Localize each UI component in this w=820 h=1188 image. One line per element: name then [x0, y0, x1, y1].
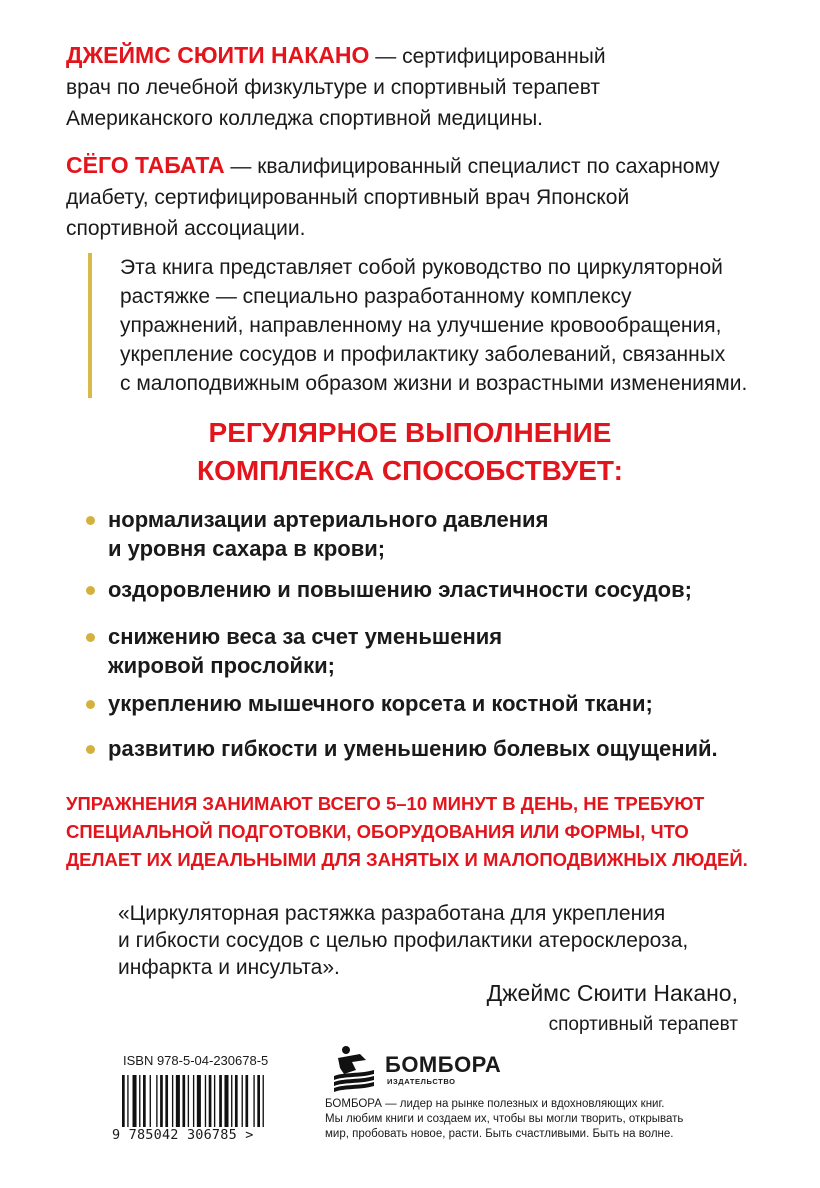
barcode-digits: 9 785042 306785 >: [112, 1127, 254, 1143]
bullet-dot-icon: [86, 516, 95, 525]
benefit-line: жировой прослойки;: [108, 653, 335, 678]
note-line: ДЕЛАЕТ ИХ ИДЕАЛЬНЫМИ ДЛЯ ЗАНЯТЫХ И МАЛОПОДВИЖНЫХ ЛЮДЕЙ.: [66, 849, 748, 870]
bombora-logo-icon: [330, 1044, 378, 1092]
description-line: Эта книга представляет собой руководство по циркуляторной: [120, 256, 723, 279]
author-bio-nakano: [66, 40, 766, 134]
author-bio-tabata: [66, 150, 766, 244]
note-line: СПЕЦИАЛЬНОЙ ПОДГОТОВКИ, ОБОРУДОВАНИЯ ИЛИ ФОРМЫ, ЧТО: [66, 821, 689, 842]
quote-author: Джеймс Сюити Накано,: [486, 980, 738, 1006]
author-bio-line: Американского колледжа спортивной медицины.: [66, 107, 543, 130]
publisher-blurb-line: мир, пробовать новое, расти. Быть счастливыми. Быть на волне.: [325, 1128, 674, 1140]
publisher-name: БОМБОРА: [385, 1052, 502, 1077]
author-bio-line: врач по лечебной физкультуре и спортивный терапевт: [66, 76, 601, 99]
headline-line: РЕГУЛЯРНОЕ ВЫПОЛНЕНИЕ: [208, 417, 612, 448]
note-line: УПРАЖНЕНИЯ ЗАНИМАЮТ ВСЕГО 5–10 МИНУТ В ДЕНЬ, НЕ ТРЕБУЮТ: [66, 793, 705, 814]
bullet-dot-icon: [86, 745, 95, 754]
list-item: [86, 505, 766, 563]
quote-line: «Циркуляторная растяжка разработана для укрепления: [118, 902, 666, 925]
list-item: [86, 622, 766, 680]
bullet-dot-icon: [86, 586, 95, 595]
author-bio-line: — сертифицированный: [369, 45, 606, 68]
benefit-line: снижению веса за счет уменьшения: [108, 624, 503, 649]
benefit-line: нормализации артериального давления: [108, 507, 549, 532]
bullet-dot-icon: [86, 700, 95, 709]
benefit-line: и уровня сахара в крови;: [108, 536, 386, 561]
exercise-note: [66, 790, 766, 874]
isbn-label: ISBN 978-5-04-230678-5: [123, 1053, 269, 1068]
list-item: [86, 689, 766, 718]
quote: [118, 900, 758, 981]
author-bio-line: диабету, сертифицированный спортивный врач Японской: [66, 186, 630, 209]
quote-line: инфаркта и инсульта».: [118, 956, 340, 979]
description-line: упражнений, направленному на улучшение кровообращения,: [120, 314, 722, 337]
list-item: [86, 734, 766, 763]
publisher-subtitle: ИЗДАТЕЛЬСТВО: [387, 1077, 456, 1086]
publisher-blurb-line: БОМБОРА — лидер на рынке полезных и вдохновляющих книг.: [325, 1098, 665, 1110]
description-line: с малоподвижным образом жизни и возрастными изменениями.: [120, 372, 748, 395]
bullet-dot-icon: [86, 633, 95, 642]
description-line: укрепление сосудов и профилактику заболеваний, связанных: [120, 343, 726, 366]
author-bio-line: спортивной ассоциации.: [66, 217, 306, 240]
quote-attribution: [487, 976, 738, 1040]
description-line: растяжке — специально разработанному комплексу: [120, 285, 632, 308]
book-description: [88, 253, 820, 398]
benefit-line: развитию гибкости и уменьшению болевых ощущений.: [108, 736, 718, 761]
publisher-blurb: [325, 1097, 725, 1142]
benefit-line: укреплению мышечного корсета и костной ткани;: [108, 691, 653, 716]
author-bio-line: — квалифицированный специалист по сахарному: [224, 155, 720, 178]
list-item: [86, 575, 766, 604]
benefits-headline: [0, 414, 820, 490]
quote-author-role: спортивный терапевт: [548, 1014, 738, 1035]
benefit-line: оздоровлению и повышению эластичности сосудов;: [108, 577, 692, 602]
headline-line: КОМПЛЕКСА СПОСОБСТВУЕТ:: [196, 455, 623, 486]
author-name: ДЖЕЙМС СЮИТИ НАКАНО: [66, 42, 370, 68]
author-name: СЁГО ТАБАТА: [66, 152, 225, 178]
publisher-blurb-line: Мы любим книги и создаем их, чтобы вы могли творить, открывать: [325, 1113, 684, 1125]
quote-line: и гибкости сосудов с целью профилактики атеросклероза,: [118, 929, 689, 952]
